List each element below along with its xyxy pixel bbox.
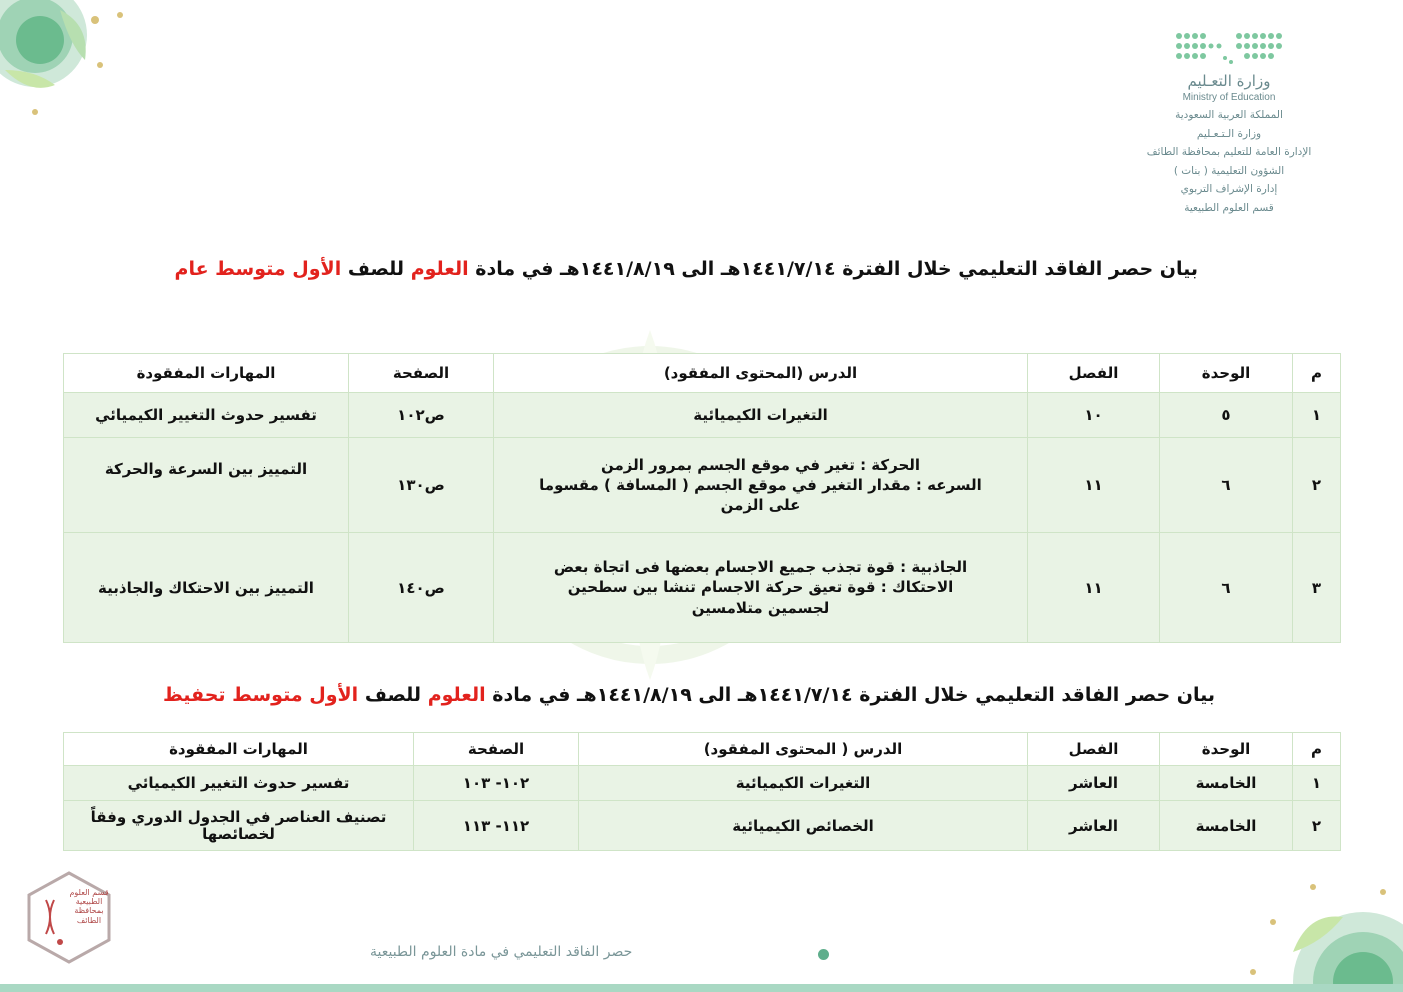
table-row xyxy=(64,533,1341,643)
cell-lesson xyxy=(494,533,1028,643)
column-header: الصفحة xyxy=(414,733,579,766)
cell-chapter: العاشر xyxy=(1028,801,1160,851)
lesson-line: على الزمن xyxy=(720,496,801,515)
cell-skills: تصنيف العناصر في الجدول الدوري وفقاً لخصائصها xyxy=(64,801,414,851)
lesson-line: التغيرات الكيميائية xyxy=(693,405,828,424)
cell-unit: الخامسة xyxy=(1160,766,1293,801)
column-header: المهارات المفقودة xyxy=(64,733,414,766)
table-row xyxy=(64,801,1341,851)
title-text: بيان حصر الفاقد التعليمي خلال الفترة ١٤٤١/٧/١٤هـ الى ١٤٤١/٨/١٩هـ في مادة xyxy=(475,258,1198,280)
header-line: المملكة العربية السعودية xyxy=(1175,109,1283,121)
footer-caption: حصر الفاقد التعليمي في مادة العلوم الطبيعية xyxy=(370,944,633,960)
column-header: م xyxy=(1293,354,1341,393)
column-header: الفصل xyxy=(1028,354,1160,393)
cell-unit: ٦ xyxy=(1160,438,1293,533)
header-line: إدارة الإشراف التربوي xyxy=(1180,183,1278,196)
header-line: وزارة الـتـعـليم xyxy=(1196,127,1262,140)
table-row xyxy=(64,438,1341,533)
header-line: الشؤون التعليمية ( بنات ) xyxy=(1173,164,1285,177)
lost-lessons-table-tahfeez xyxy=(63,732,1341,851)
cell-unit: ٥ xyxy=(1160,393,1293,438)
lesson-line: الحركة : تغير في موقع الجسم بمرور الزمن xyxy=(600,455,921,474)
table-header-row xyxy=(64,733,1341,766)
ministry-name-arabic: وزارة التعـليم xyxy=(1187,72,1271,90)
floral-ornament-bottom-right xyxy=(1213,862,1403,992)
cell-chapter: ١١ xyxy=(1028,438,1160,533)
cell-skills: تفسير حدوث التغيير الكيميائي xyxy=(64,393,349,438)
column-header: الفصل xyxy=(1028,733,1160,766)
department-logo-text: قسم العلوم الطبيعية بمحافظة الطائف xyxy=(69,888,109,925)
column-header: الصفحة xyxy=(349,354,494,393)
cell-skills: تفسير حدوث التغيير الكيميائي xyxy=(64,766,414,801)
cell-unit: ٦ xyxy=(1160,533,1293,643)
cell-lesson xyxy=(494,393,1028,438)
cell-lesson: التغيرات الكيميائية xyxy=(579,766,1028,801)
cell-chapter: ١٠ xyxy=(1028,393,1160,438)
title-subject: العلوم xyxy=(427,684,486,706)
table-header-row xyxy=(64,354,1341,393)
lesson-line: السرعه : مقدار التغير في موقع الجسم ( المسافة ) مقسوما xyxy=(539,475,982,494)
column-header: المهارات المفقودة xyxy=(64,354,349,393)
footer-bar xyxy=(0,984,1403,992)
ministry-logo-icon xyxy=(1169,28,1289,68)
cell-chapter: ١١ xyxy=(1028,533,1160,643)
section-title-general xyxy=(175,258,1198,280)
lesson-line: الاحتكاك : قوة تعيق حركة الاجسام تنشا بين سطحين xyxy=(567,578,954,597)
cell-page: ص١٠٢ xyxy=(349,393,494,438)
cell-page: ١١٢- ١١٣ xyxy=(414,801,579,851)
cell-skills: التمييز بين السرعة والحركة xyxy=(64,438,349,533)
table-row xyxy=(64,393,1341,438)
cell-number: ٣ xyxy=(1293,533,1341,643)
title-text: للصف xyxy=(364,684,422,706)
title-subject: العلوم xyxy=(410,258,469,280)
lost-lessons-table-general xyxy=(63,353,1341,643)
cell-number: ١ xyxy=(1293,393,1341,438)
title-text: بيان حصر الفاقد التعليمي خلال الفترة ١٤٤١/٧/١٤هـ الى ١٤٤١/٨/١٩هـ في مادة xyxy=(492,684,1215,706)
table-row xyxy=(64,766,1341,801)
column-header: الدرس (المحتوى المفقود) xyxy=(494,354,1028,393)
cell-page: ص١٣٠ xyxy=(349,438,494,533)
floral-ornament-top-left xyxy=(0,0,135,125)
cell-unit: الخامسة xyxy=(1160,801,1293,851)
ministry-name-english: Ministry of Education xyxy=(1182,92,1276,103)
header-line: الإدارة العامة للتعليم بمحافظة الطائف xyxy=(1146,146,1312,159)
column-header: الوحدة xyxy=(1160,733,1293,766)
cell-number: ٢ xyxy=(1293,438,1341,533)
column-header: م xyxy=(1293,733,1341,766)
title-grade: الأول متوسط عام xyxy=(174,258,342,280)
section-title-tahfeez xyxy=(163,684,1215,706)
cell-page: ١٠٢- ١٠٣ xyxy=(414,766,579,801)
title-text: للصف xyxy=(347,258,405,280)
cell-number: ٢ xyxy=(1293,801,1341,851)
title-grade: الأول متوسط تحفيظ xyxy=(162,684,359,706)
cell-lesson xyxy=(494,438,1028,533)
lesson-line: الجاذبية : قوة تجذب جميع الاجسام بعضها فى اتجاة بعض xyxy=(553,558,968,577)
cell-chapter: العاشر xyxy=(1028,766,1160,801)
footer-bullet-icon xyxy=(818,949,829,960)
column-header: الوحدة xyxy=(1160,354,1293,393)
cell-lesson: الخصائص الكيميائية xyxy=(579,801,1028,851)
lesson-line: لجسمين متلامسين xyxy=(691,598,830,617)
ministry-header xyxy=(1119,28,1339,215)
cell-number: ١ xyxy=(1293,766,1341,801)
column-header: الدرس ( المحتوى المفقود) xyxy=(579,733,1028,766)
cell-skills: التمييز بين الاحتكاك والجاذبية xyxy=(64,533,349,643)
cell-page: ص١٤٠ xyxy=(349,533,494,643)
header-line: قسم العلوم الطبيعية xyxy=(1184,201,1274,214)
